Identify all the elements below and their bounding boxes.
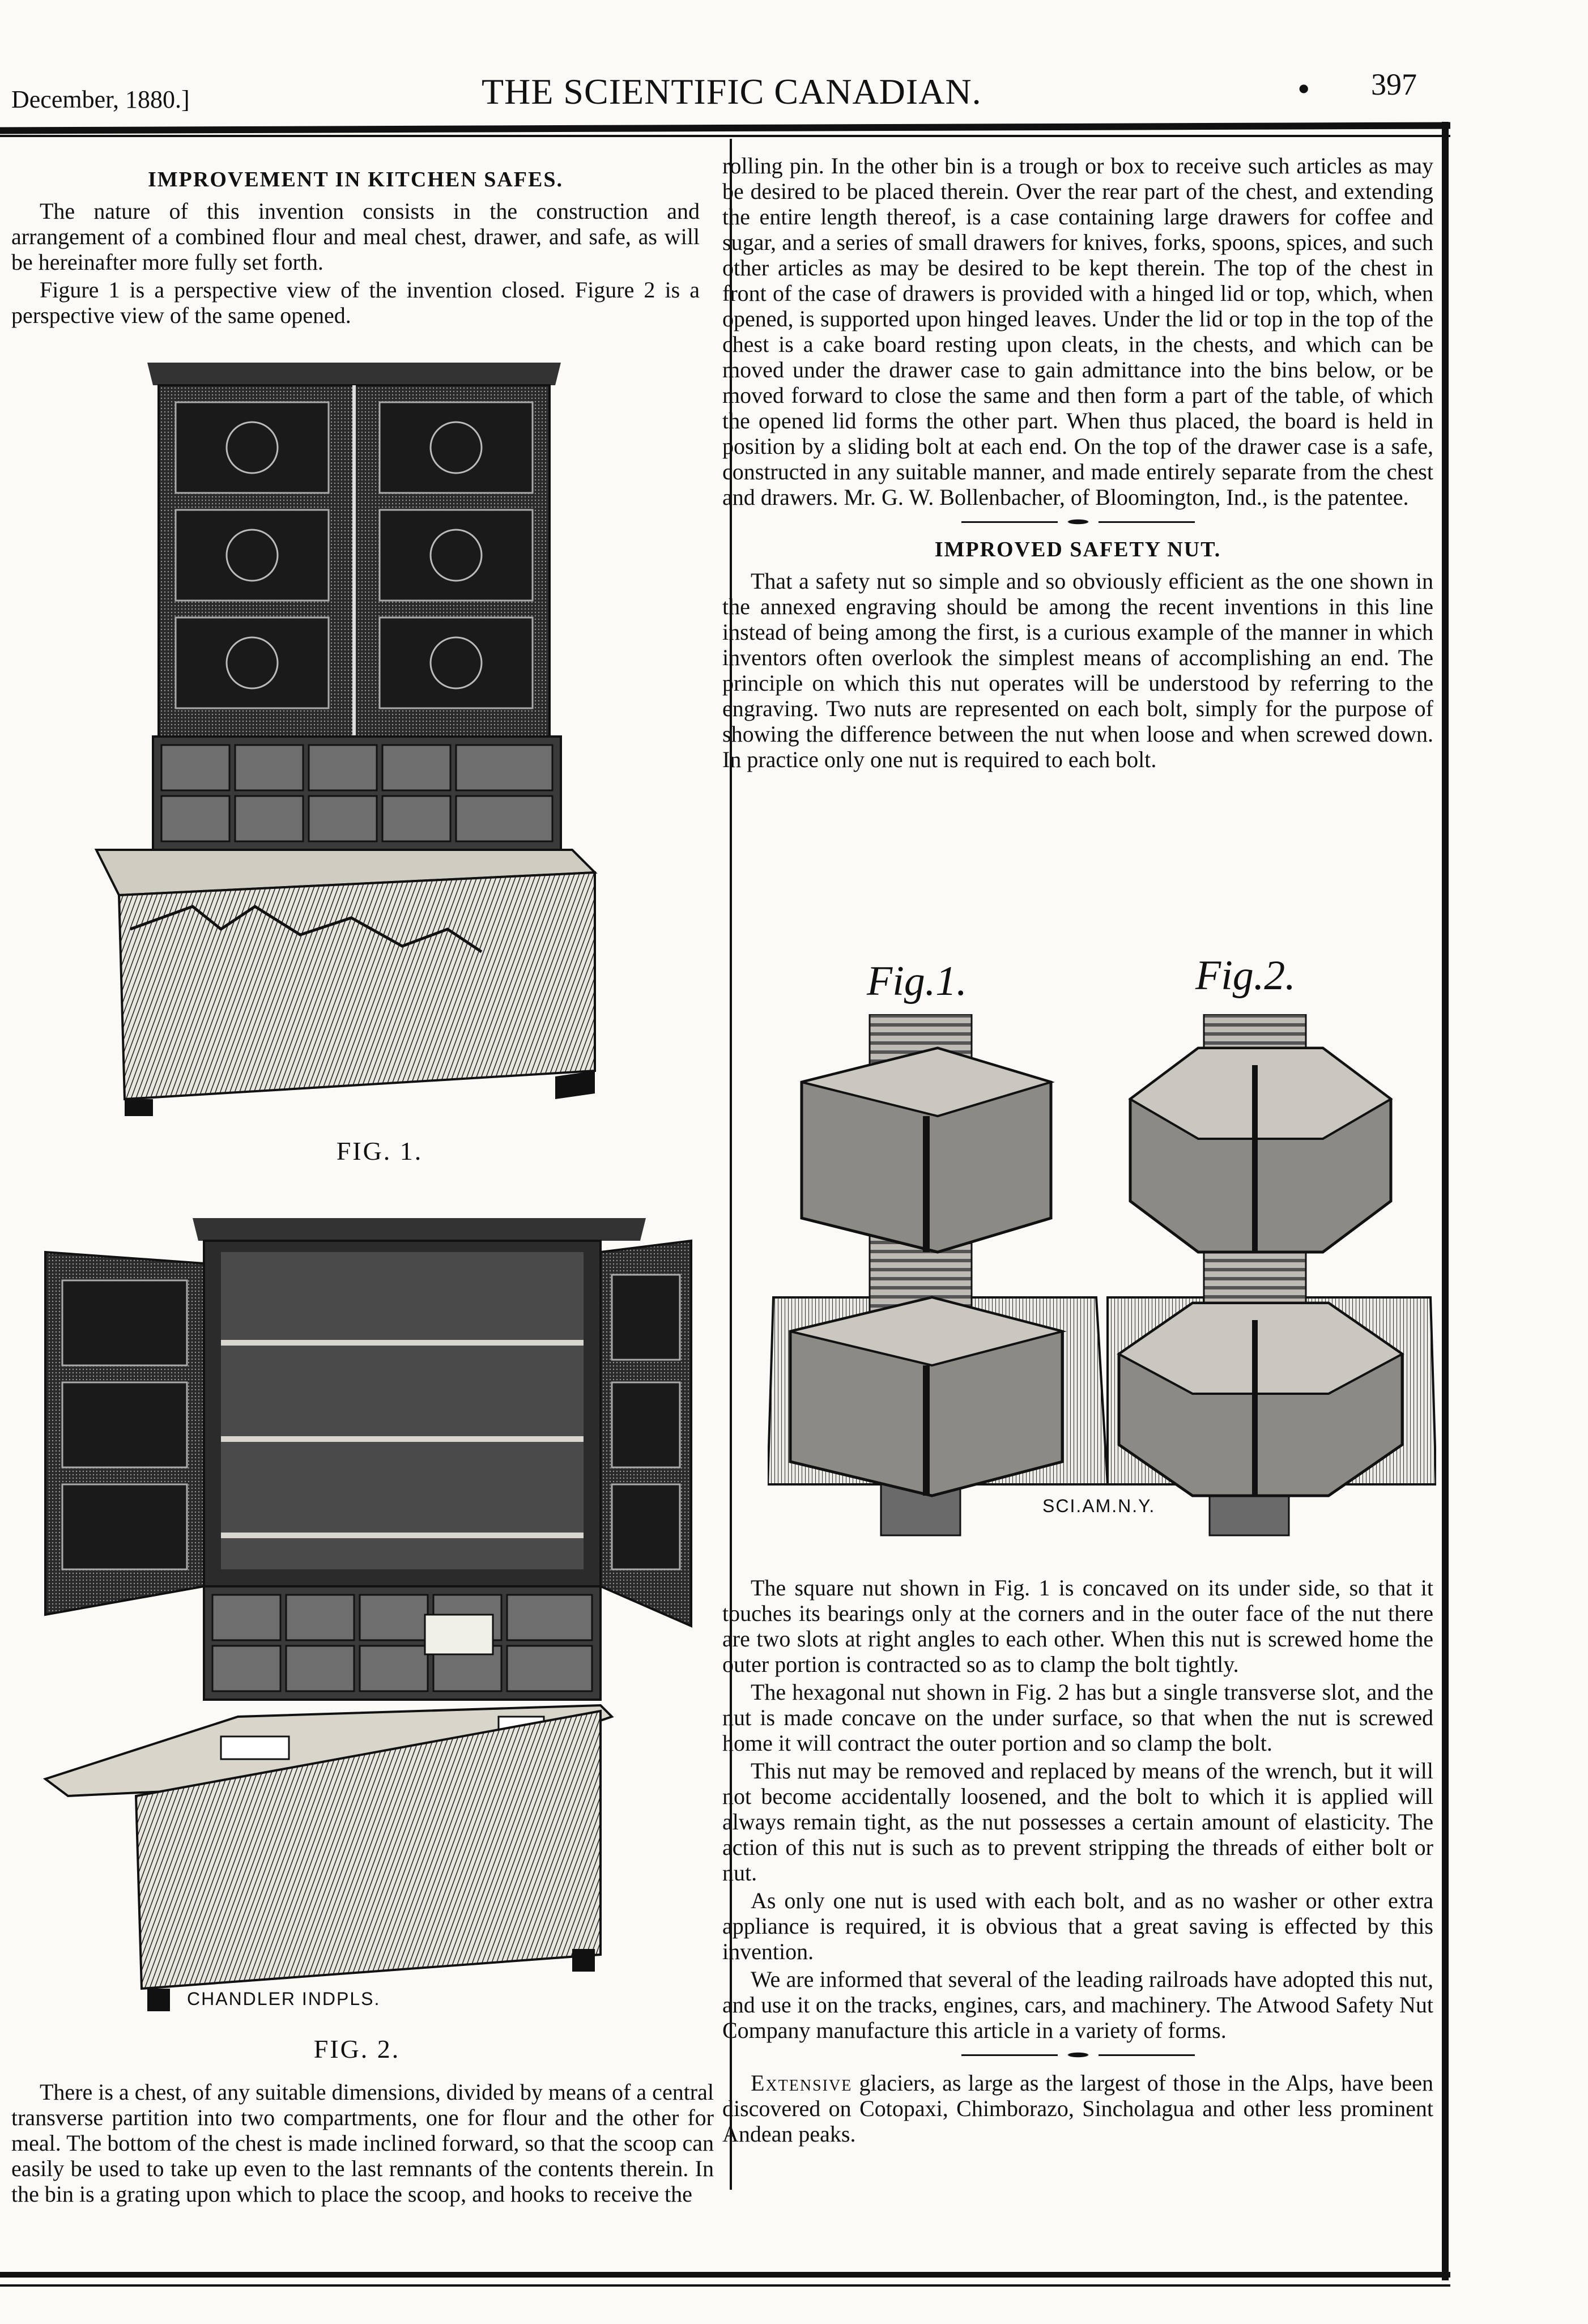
safety-nut-illustration (768, 1014, 1436, 1541)
fig-1-caption: FIG. 1. (336, 1137, 423, 1165)
kitchen-safe-closed-illustration (85, 363, 612, 1127)
article-headline-safety-nut: IMPROVED SAFETY NUT. (934, 538, 1221, 561)
glaciers-text: glaciers, as large as the largest of those in the Alps, have been discovered on Cotopaxi, Chimborazo, Sincholagua and other less prominent Andean peaks. (722, 2070, 1433, 2147)
article-paragraph: As only one nut is used with each bolt, and as no washer or other extra appliance is required, it is obvious that a great saving is effected by this invention. (722, 1888, 1433, 1964)
kitchen-safe-open-illustration (34, 1218, 703, 2023)
right-column-bottom (722, 1575, 1433, 2149)
article-paragraph: There is a chest, of any suitable dimensions, divided by means of a central transverse partition into two compartments, one for flour and the other for meal. The bottom of the chest is made inclined forward, so that the scoop can easily be used to take up even to the last remnants of the contents therein. In the bin is a grating upon which to place the scoop, and hooks to receive the (11, 2079, 714, 2207)
glaciers-lead-word: Extensive (751, 2070, 853, 2096)
right-column-top (722, 153, 1433, 774)
fig-2-caption: FIG. 2. (313, 2034, 401, 2063)
header-dot: • (1297, 69, 1310, 109)
section-separator (722, 2051, 1433, 2059)
fig-2-nut-label: Fig.2. (1195, 952, 1296, 999)
article-paragraph: The square nut shown in Fig. 1 is concaved on its under side, so that it touches its bearings only at the corners and in the outer face of the nut there are two slots at right angles to each other. When this nut is screwed home the outer portion is contracted so as to clamp the bolt tightly. (722, 1575, 1433, 1677)
glaciers-paragraph (722, 2070, 1433, 2147)
section-separator (722, 518, 1433, 526)
page-header (0, 0, 1588, 142)
kitchen-safe-intro (11, 167, 700, 330)
article-paragraph: That a safety nut so simple and so obviously efficient as the one shown in the annexed engraving should be among the recent inventions in this line instead of being among the first, is a curious example of the manner in which inventors often overlook the simplest means of accomplishing an end. The principle on which this nut operates will be understood by referring to the engraving. Two nuts are represented on each bolt, simply for the purpose of showing the difference between the nut when loose and when screwed down. In practice only one nut is required to each bolt. (722, 568, 1433, 772)
kitchen-safe-description (11, 2079, 714, 2209)
article-paragraph: We are informed that several of the leading railroads have adopted this nut, and use it on the tracks, engines, cars, and machinery. The Atwood Safety Nut Company manufacture this article in a variety of forms. (722, 1967, 1433, 2043)
article-headline-kitchen-safes: IMPROVEMENT IN KITCHEN SAFES. (148, 168, 563, 191)
article-paragraph: rolling pin. In the other bin is a trough or box to receive such articles as may be desired to be placed therein. Over the rear part of the chest, and extending the entire length thereof, is a case containing large drawers for coffee and sugar, and a series of small drawers for knives, forks, spoons, spices, and such other articles as may be desired to be kept therein. The top of the chest in front of the case of drawers is provided with a hinged lid or top, which, when opened, is supported upon hinged leaves. Under the lid or top in the top of the chest is a cake board resting upon cleats, in the chests, and which can be moved under the drawer case to gain admittance into the bins below, or be moved forward to close the same and then form a part of the table, of which the opened lid forms the other part. When thus placed, the board is held in position by a sliding bolt at each end. On the top of the drawer case is a safe, constructed in any suitable manner, and made entirely separate from the chest and drawers. Mr. G. W. Bollenbacher, of Bloomington, Ind., is the patentee. (722, 153, 1433, 510)
footer-rule (0, 2272, 1450, 2278)
fig-1-nut-label: Fig.1. (867, 958, 967, 1004)
publication-title: THE SCIENTIFIC CANADIAN. (482, 71, 982, 112)
fig-2-engraver-credit: CHANDLER INDPLS. (187, 1989, 381, 2009)
safety-nut-engraver-credit: SCI.AM.N.Y. (1042, 1496, 1156, 1516)
article-paragraph: The hexagonal nut shown in Fig. 2 has but a single transverse slot, and the nut is made concave on the under surface, so that when the nut is screwed home it will contract the outer portion and so clamp the bolt. (722, 1679, 1433, 1756)
page-number: 397 (1371, 67, 1417, 101)
issue-date: December, 1880.] (11, 86, 190, 113)
header-rule (0, 122, 1450, 134)
article-paragraph: This nut may be removed and replaced by means of the wrench, but it will not become accidentally loosened, and the bolt to which it is applied will always remain tight, as the nut possesses a certain amount of elasticity. The action of this nut is such as to prevent stripping the threads of either bolt or nut. (722, 1758, 1433, 1885)
footer-rule-thin (0, 2284, 1450, 2287)
article-paragraph: The nature of this invention consists in the construction and arrangement of a combined flour and meal chest, drawer, and safe, as will be hereinafter more fully set forth. (11, 198, 700, 275)
header-rule-thin (0, 135, 1450, 137)
frame-right-rule (1442, 122, 1449, 2280)
article-paragraph: Figure 1 is a perspective view of the invention closed. Figure 2 is a perspective view of the same opened. (11, 277, 700, 328)
